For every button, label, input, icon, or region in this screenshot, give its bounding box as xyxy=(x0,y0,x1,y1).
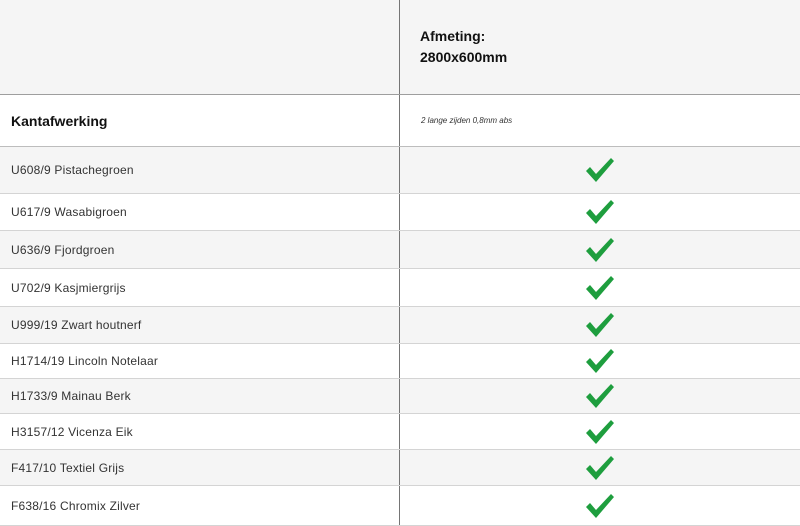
color-name: U617/9 Wasabigroen xyxy=(11,205,127,219)
header-empty-cell xyxy=(0,0,400,94)
checkmark-icon xyxy=(584,382,616,410)
color-name-cell xyxy=(0,231,400,268)
table-row xyxy=(0,269,800,307)
availability-cell xyxy=(400,344,800,378)
color-name: H1733/9 Mainau Berk xyxy=(11,389,131,403)
header-dimension-cell xyxy=(400,0,800,94)
color-name: U999/19 Zwart houtnerf xyxy=(11,318,142,332)
table-header-row xyxy=(0,0,800,95)
availability-cell xyxy=(400,194,800,230)
color-name: U636/9 Fjordgroen xyxy=(11,242,115,257)
table-row xyxy=(0,231,800,269)
color-name: F417/10 Textiel Grijs xyxy=(11,460,125,475)
color-name-cell xyxy=(0,486,400,525)
edge-finish-note-cell xyxy=(400,95,800,146)
availability-cell xyxy=(400,450,800,485)
availability-cell xyxy=(400,269,800,306)
edge-finish-label-cell xyxy=(0,95,400,146)
availability-cell xyxy=(400,231,800,268)
color-name-cell xyxy=(0,194,400,230)
checkmark-icon xyxy=(584,236,616,264)
checkmark-icon xyxy=(584,454,616,482)
color-name: U608/9 Pistachegroen xyxy=(11,163,134,177)
table-row xyxy=(0,344,800,379)
checkmark-icon xyxy=(584,311,616,339)
checkmark-icon xyxy=(584,156,616,184)
color-name: F638/16 Chromix Zilver xyxy=(11,498,141,513)
color-name-cell xyxy=(0,414,400,449)
color-name-cell xyxy=(0,269,400,306)
table-row xyxy=(0,379,800,414)
color-name-cell xyxy=(0,307,400,343)
checkmark-icon xyxy=(584,274,616,302)
edge-finish-label: Kantafwerking xyxy=(11,112,108,129)
dimension-value: 2800x600mm xyxy=(420,49,508,65)
table-row xyxy=(0,486,800,526)
availability-cell xyxy=(400,147,800,193)
color-name: H1714/19 Lincoln Notelaar xyxy=(11,354,159,368)
availability-cell xyxy=(400,486,800,525)
color-name-cell xyxy=(0,379,400,413)
color-name: U702/9 Kasjmiergrijs xyxy=(11,280,126,295)
availability-cell xyxy=(400,379,800,413)
table-row xyxy=(0,307,800,344)
availability-cell xyxy=(400,307,800,343)
color-rows xyxy=(0,147,800,526)
dimension-label: Afmeting: xyxy=(420,28,486,44)
checkmark-icon xyxy=(584,198,616,226)
table-row xyxy=(0,194,800,231)
checkmark-icon xyxy=(584,347,616,375)
checkmark-icon xyxy=(584,418,616,446)
table-row xyxy=(0,414,800,450)
edge-finish-note: 2 lange zijden 0,8mm abs xyxy=(421,116,513,125)
color-name-cell xyxy=(0,147,400,193)
availability-cell xyxy=(400,414,800,449)
color-name-cell xyxy=(0,450,400,485)
table-row xyxy=(0,147,800,194)
checkmark-icon xyxy=(584,492,616,520)
color-name: H3157/12 Vicenza Eik xyxy=(11,424,133,439)
table-row xyxy=(0,450,800,486)
edge-finish-row xyxy=(0,95,800,147)
color-name-cell xyxy=(0,344,400,378)
